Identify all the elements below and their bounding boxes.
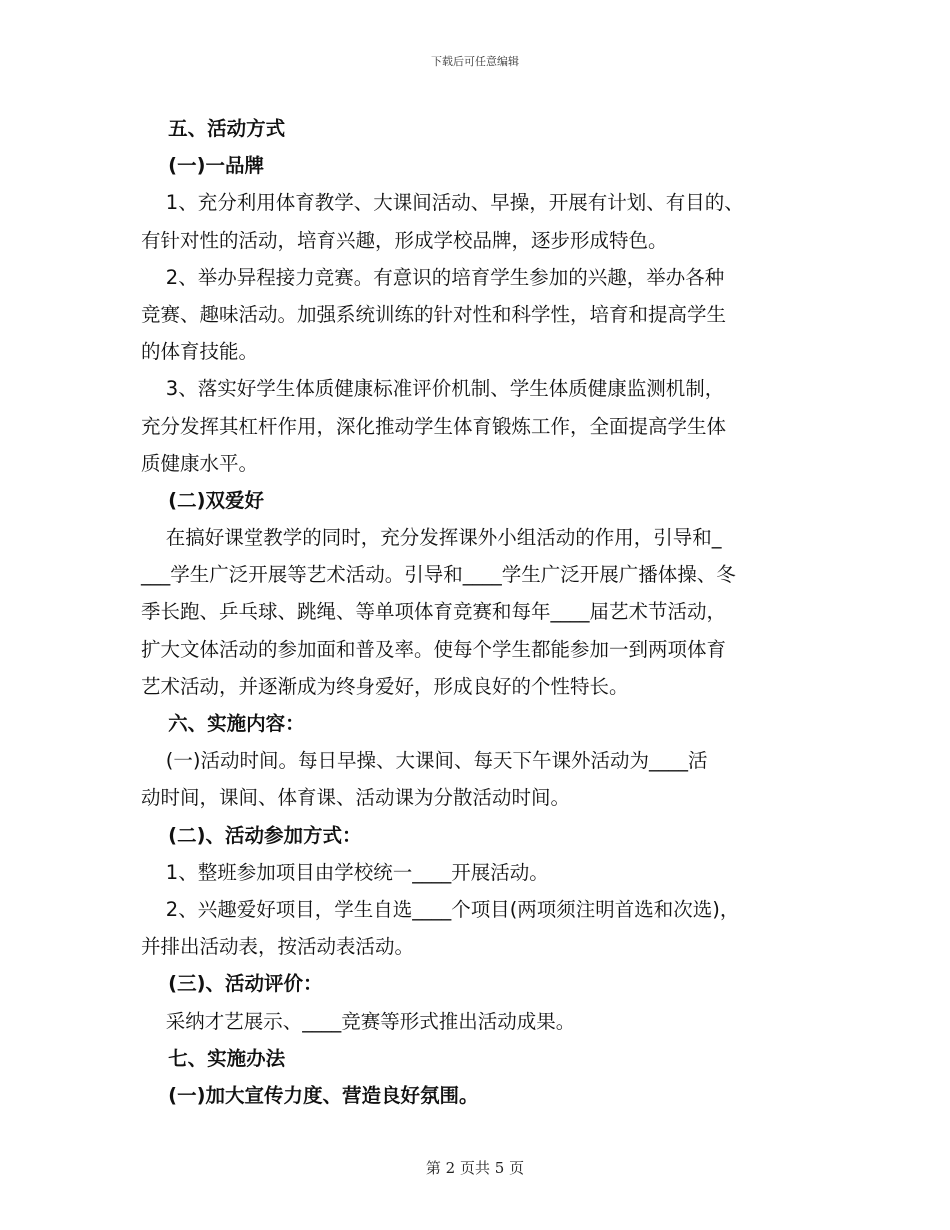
paragraph-line: 3、落实好学生体质健康标准评价机制、学生体质健康监测机制， <box>141 377 725 401</box>
paragraph-line: 有针对性的活动，培育兴趣，形成学校品牌，逐步形成特色。 <box>141 228 668 252</box>
document-body <box>141 110 831 1114</box>
section-heading: 七、实施办法 <box>141 1046 286 1070</box>
page-header: 下载后可任意编辑 <box>431 55 519 68</box>
paragraph-line: ___学生广泛开展等艺术活动。引导和____学生广泛开展广播体操、冬 <box>141 563 736 587</box>
section-heading: (二)双爱好 <box>141 488 264 512</box>
paragraph-line: (一)活动时间。每日早操、大课间、每天下午课外活动为____活 <box>141 749 708 773</box>
paragraph-line: 2、兴趣爱好项目，学生自选____个项目(两项须注明首选和次选)， <box>141 897 740 921</box>
paragraph-line: 质健康水平。 <box>141 451 259 475</box>
paragraph-line: 扩大文体活动的参加面和普及率。使每个学生都能参加一到两项体育 <box>141 637 727 661</box>
section-heading: 五、活动方式 <box>141 117 286 140</box>
paragraph-line: 并排出活动表，按活动表活动。 <box>141 935 415 959</box>
paragraph-line: 1、整班参加项目由学校统一____开展活动。 <box>141 860 549 884</box>
paragraph-line: 2、举办异程接力竞赛。有意识的培育学生参加的兴趣，举办各种 <box>141 265 725 289</box>
paragraph-line: 动时间，课间、体育课、活动课为分散活动时间。 <box>141 786 571 810</box>
paragraph-line: 在搞好课堂教学的同时，充分发挥课外小组活动的作用，引导和_ <box>141 526 722 550</box>
paragraph-line: 季长跑、乒乓球、跳绳、等单项体育竞赛和每年____届艺术节活动， <box>141 600 727 624</box>
paragraph-line: 艺术活动，并逐渐成为终身爱好，形成良好的个性特长。 <box>141 674 629 698</box>
paragraph-line: 采纳才艺展示、____竞赛等形式推出活动成果。 <box>141 1009 576 1033</box>
section-heading: (一)一品牌 <box>141 154 264 178</box>
page-footer: 第 2 页共 5 页 <box>425 1159 525 1177</box>
paragraph-line: 的体育技能。 <box>141 340 259 364</box>
paragraph-line: 充分发挥其杠杆作用，深化推动学生体育锻炼工作，全面提高学生体 <box>141 414 727 438</box>
section-heading: 六、实施内容： <box>141 712 305 735</box>
section-heading: (二)、活动参加方式： <box>141 823 362 847</box>
paragraph-line: 竞赛、趣味活动。加强系统训练的针对性和科学性，培育和提高学生 <box>141 302 727 326</box>
section-heading: (三)、活动评价： <box>141 972 323 996</box>
section-heading: (一)加大宣传力度、营造良好氛围。 <box>141 1083 479 1107</box>
paragraph-line: 1、充分利用体育教学、大课间活动、早操，开展有计划、有目的、 <box>141 191 744 215</box>
